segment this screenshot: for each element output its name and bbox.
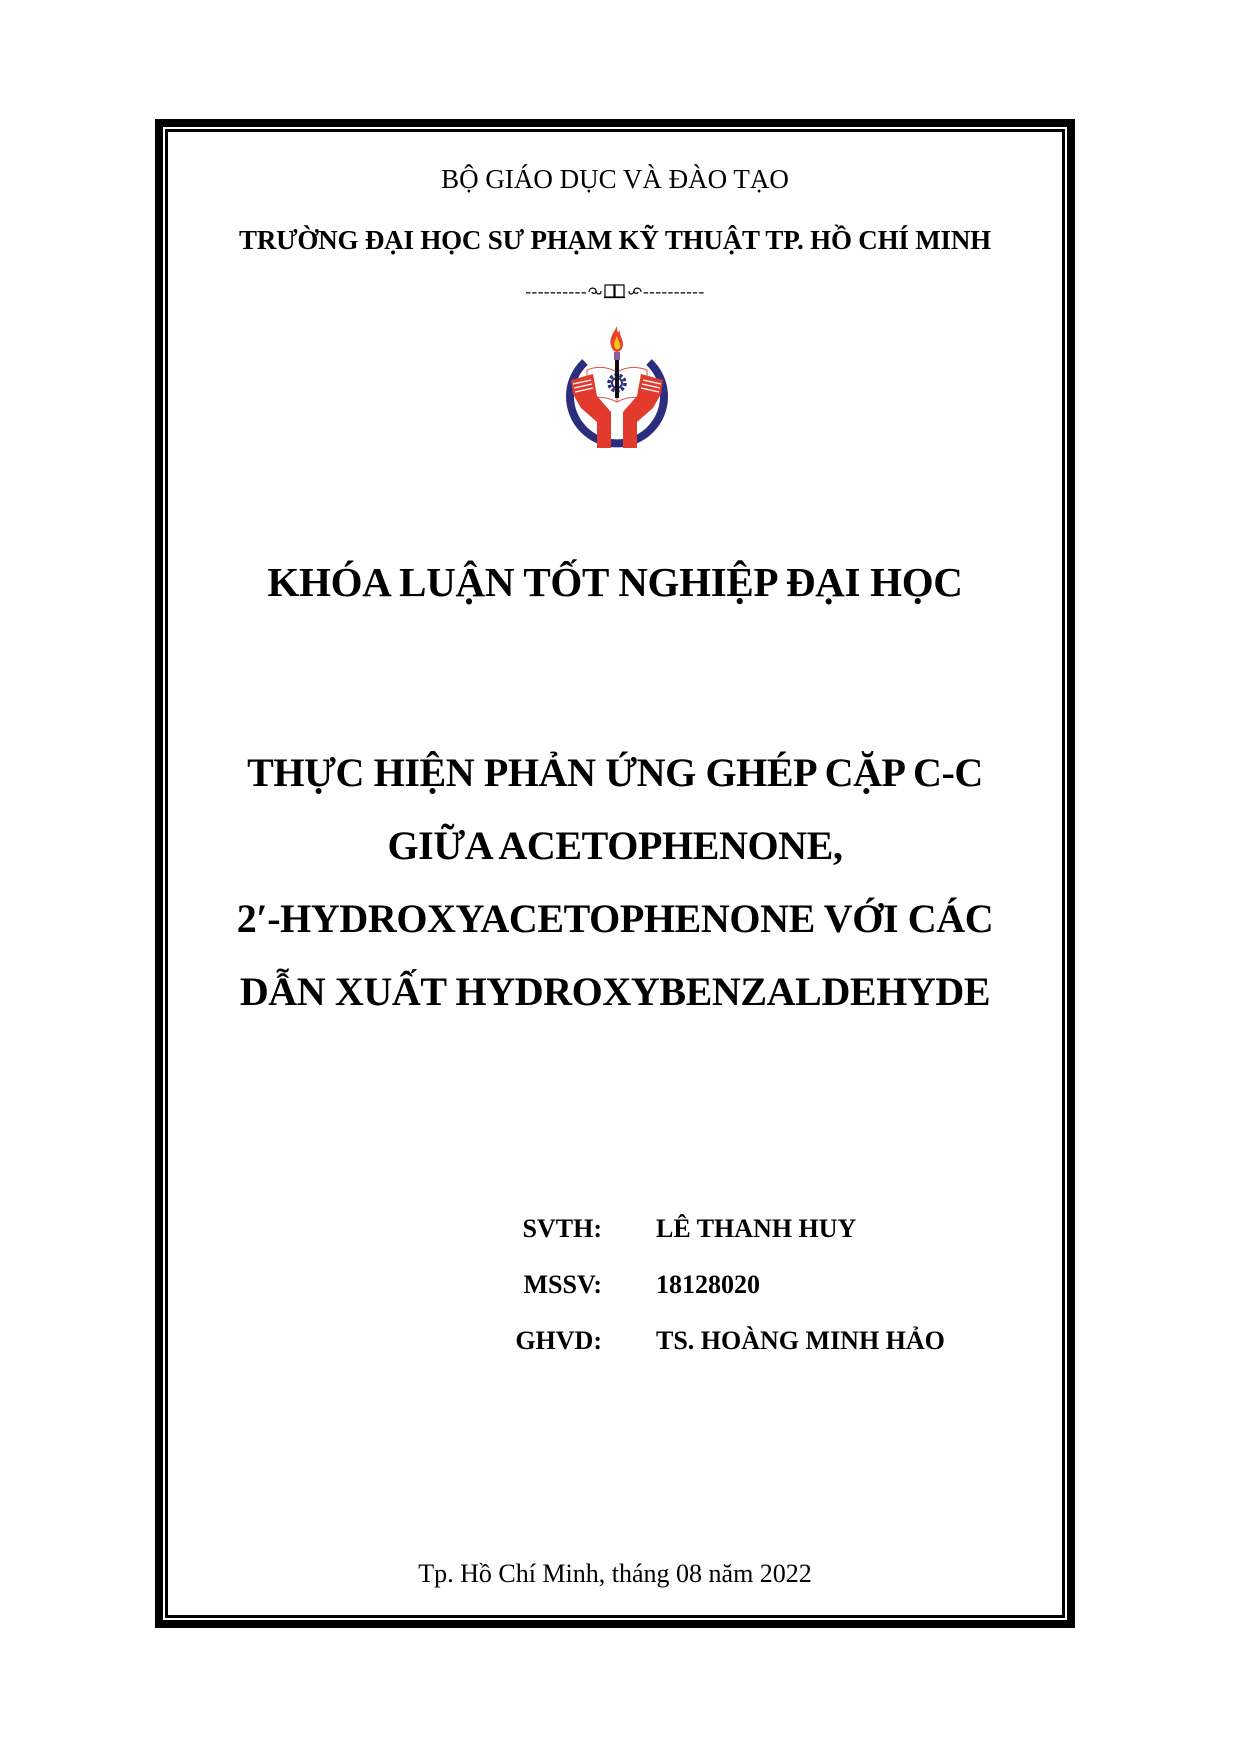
book-ornament-icon: [587, 284, 643, 301]
info-label: SVTH:: [522, 1214, 602, 1243]
info-row-student-id: [480, 1270, 945, 1326]
place-and-date: Tp. Hồ Chí Minh, tháng 08 năm 2022: [418, 1559, 812, 1588]
divider-dashes-left: ----------: [525, 282, 587, 301]
info-value: 18128020: [656, 1270, 760, 1299]
ministry-name: BỘ GIÁO DỤC VÀ ĐÀO TẠO: [441, 164, 789, 194]
thesis-title: [168, 750, 1062, 1028]
university-name: TRƯỜNG ĐẠI HỌC SƯ PHẠM KỸ THUẬT TP. HỒ CHÍ MINH: [239, 225, 991, 255]
university-logo-icon: [563, 322, 671, 452]
title-line: 2′-HYDROXYACETOPHENONE VỚI CÁC: [236, 896, 994, 941]
info-value: TS. HOÀNG MINH HẢO: [656, 1326, 945, 1355]
info-label: MSSV:: [523, 1270, 602, 1299]
thesis-type-heading: KHÓA LUẬN TỐT NGHIỆP ĐẠI HỌC: [267, 559, 963, 605]
title-line: DẪN XUẤT HYDROXYBENZALDEHYDE: [239, 969, 991, 1014]
info-row-student: [480, 1214, 945, 1270]
title-line: THỰC HIỆN PHẢN ỨNG GHÉP CẶP C-C: [247, 750, 983, 795]
info-value: LÊ THANH HUY: [656, 1214, 857, 1243]
info-row-supervisor: [480, 1326, 945, 1382]
ornamental-divider: [168, 283, 1062, 301]
info-label: GHVD:: [515, 1326, 602, 1355]
title-line: GIỮA ACETOPHENONE,: [387, 823, 843, 868]
author-info-block: [480, 1214, 945, 1382]
divider-dashes-right: ----------: [643, 282, 705, 301]
